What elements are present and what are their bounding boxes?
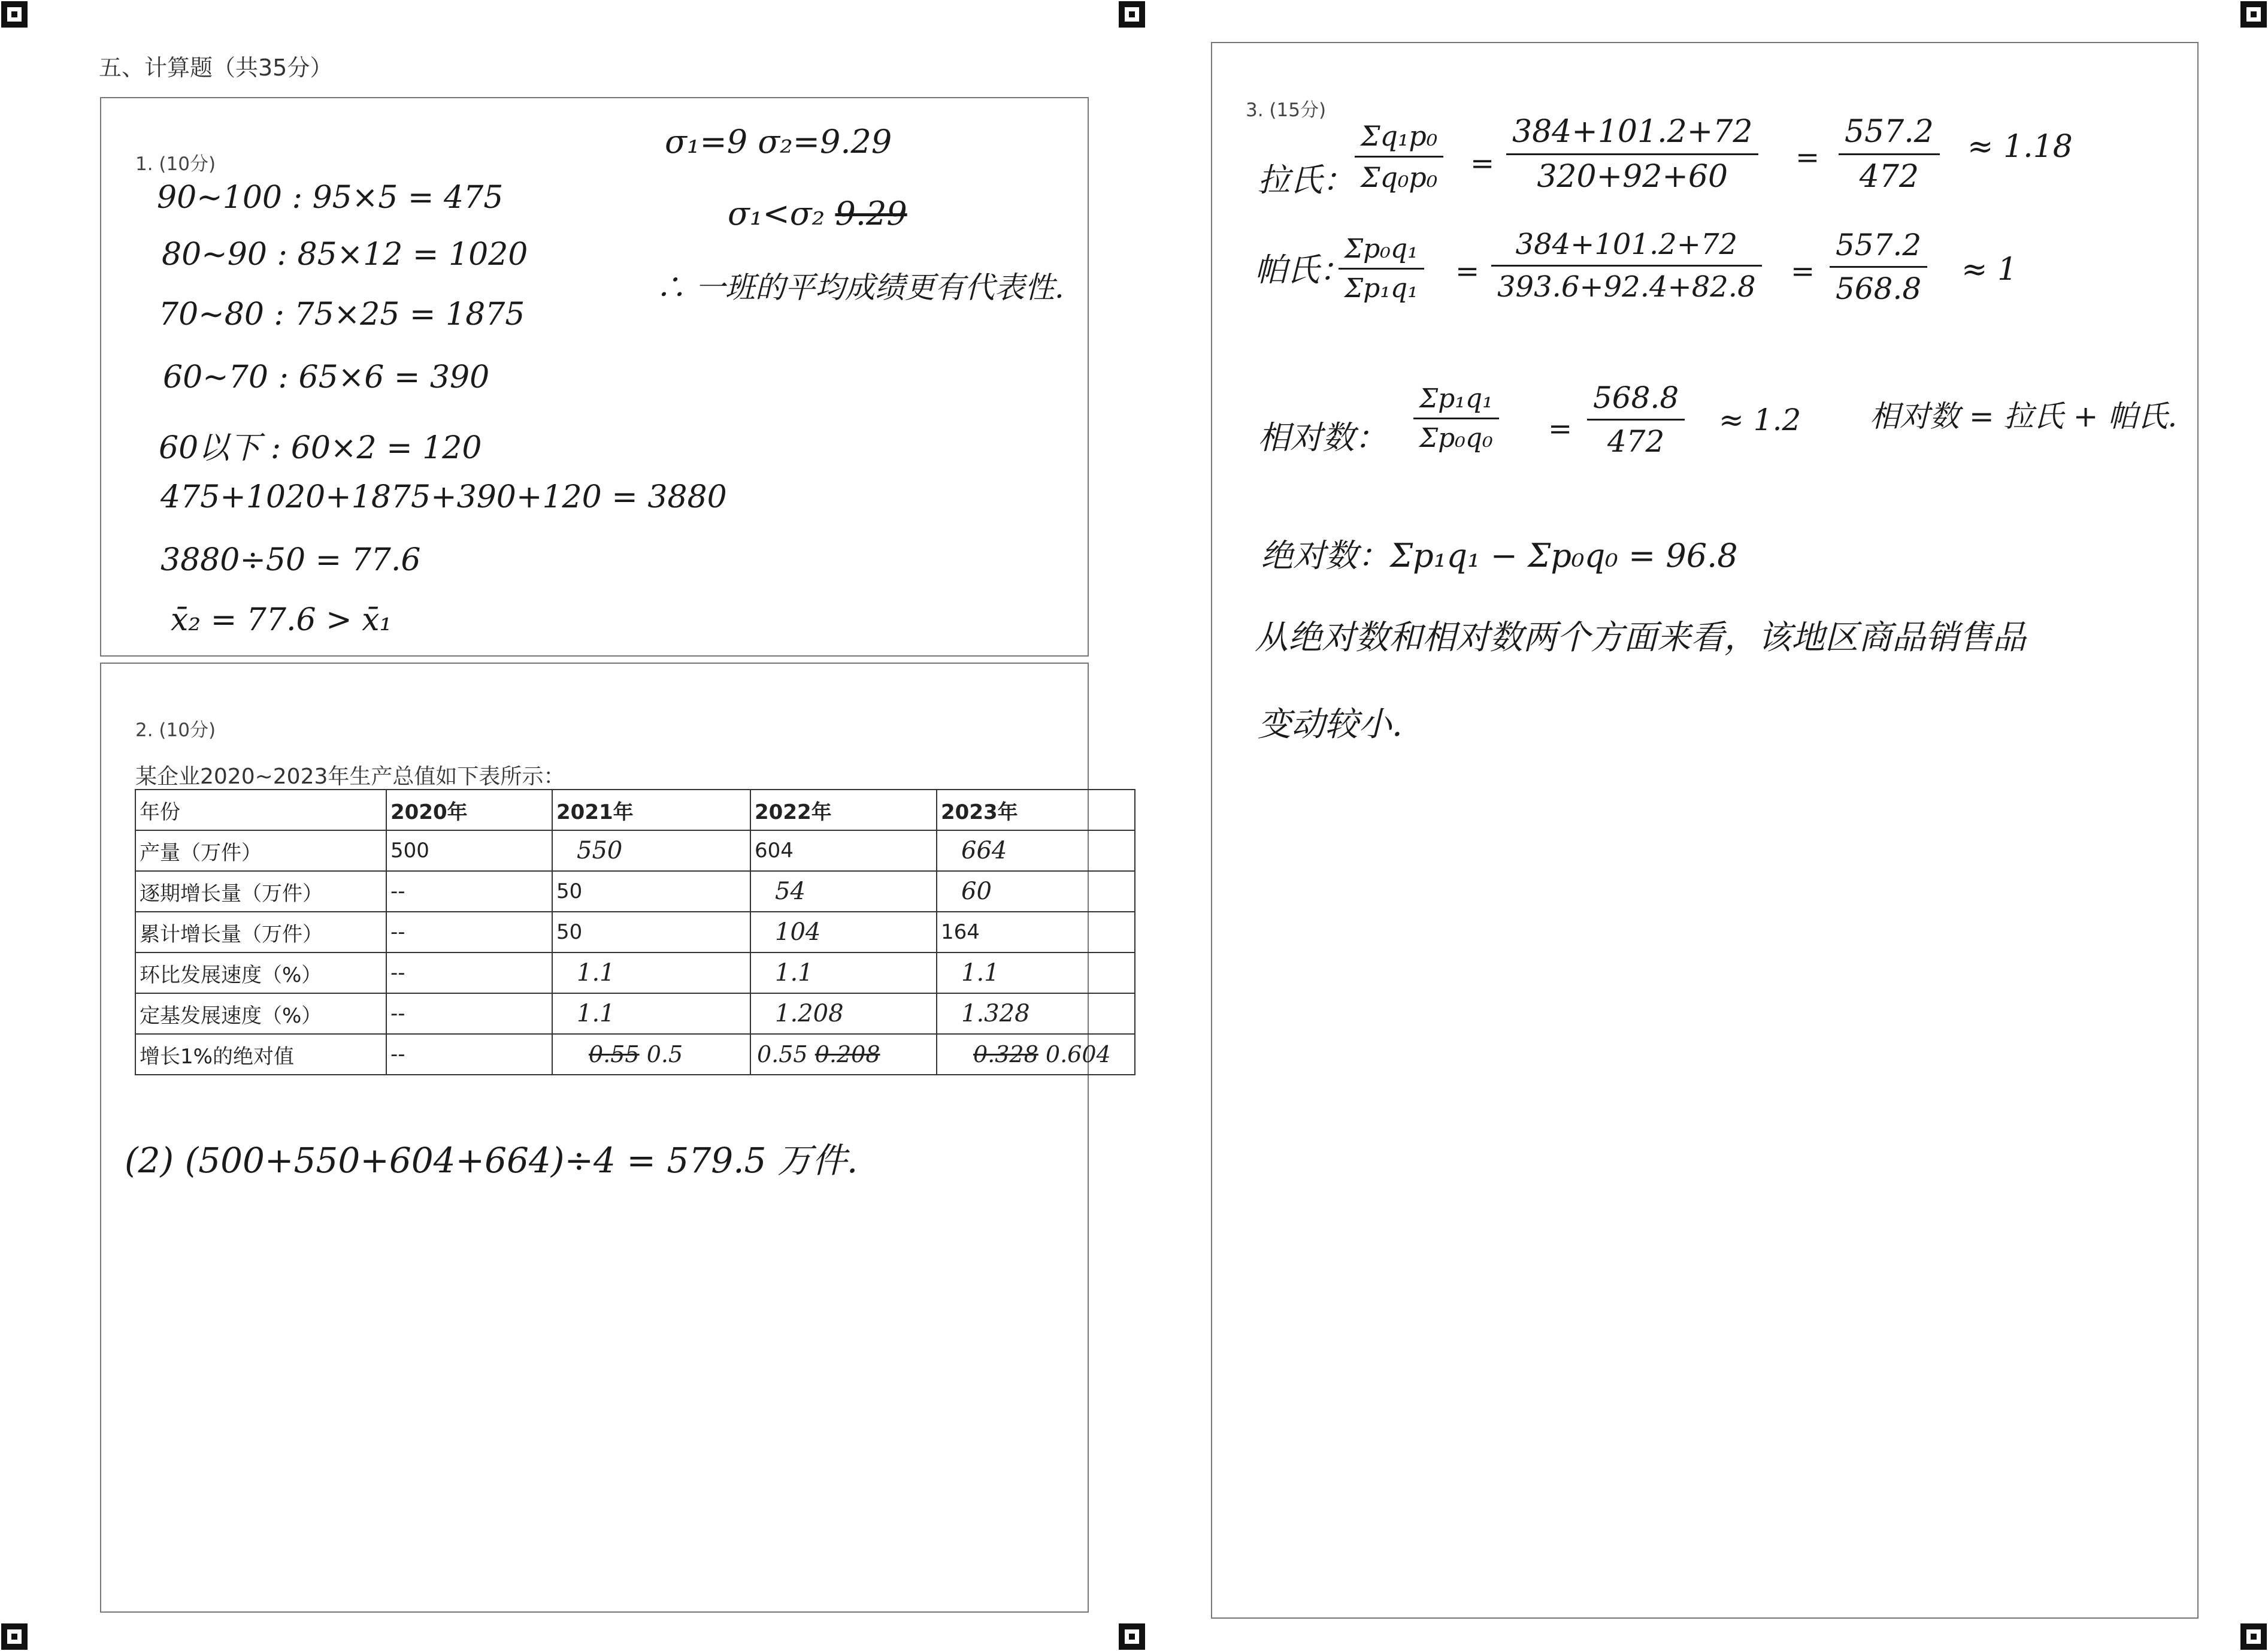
question-1-label: 1. (10分) <box>135 153 216 175</box>
registration-marker-top-right <box>2240 1 2267 28</box>
table-cell: -- <box>386 952 552 993</box>
fraction-numerator: 557.2 <box>1839 114 1940 155</box>
fraction-denominator: 472 <box>1859 159 1919 195</box>
table-cell: 104 <box>750 912 937 952</box>
struck-value: 0.208 <box>814 1041 880 1068</box>
q2-answer: (2) (500+550+604+664)÷4 = 579.5 万件. <box>125 1140 858 1181</box>
q3-equals: = <box>1455 255 1480 288</box>
q3-paasche-result: ≈ 1 <box>1961 252 2018 288</box>
table-row-label: 累计增长量（万件） <box>135 912 386 952</box>
registration-marker-top-left <box>1 1 28 28</box>
q1-line-7: 3880÷50 = 77.6 <box>161 542 421 578</box>
table-cell: 500 <box>386 830 552 871</box>
table-header-cell: 2021年 <box>552 790 750 830</box>
q1-conclusion: ∴ 一班的平均成绩更有代表性. <box>656 270 1064 305</box>
q3-laspeyres-fraction-2 <box>1506 114 1758 195</box>
table-row <box>135 993 1135 1034</box>
table-cell <box>552 1034 750 1075</box>
q3-paasche-fraction-3 <box>1830 228 1927 306</box>
table-cell: -- <box>386 1034 552 1075</box>
question-2-label: 2. (10分) <box>135 719 216 741</box>
struck-value: 0.55 <box>589 1041 640 1068</box>
table-cell: 54 <box>750 871 937 912</box>
q3-laspeyres-fraction-1 <box>1355 120 1443 193</box>
table-row-label: 定基发展速度（%） <box>135 993 386 1034</box>
question-3-label: 3. (15分) <box>1246 99 1327 121</box>
table-cell: 1.1 <box>552 993 750 1034</box>
table-header-cell: 2022年 <box>750 790 937 830</box>
table-row <box>135 830 1135 871</box>
registration-marker-top-center <box>1119 1 1145 28</box>
registration-marker-bottom-left <box>1 1623 28 1650</box>
section-title: 五、计算题（共35分） <box>99 55 333 81</box>
table-cell: -- <box>386 912 552 952</box>
q1-compare-struck: 9.29 <box>835 195 907 232</box>
table-header-cell: 2023年 <box>937 790 1135 830</box>
table-cell: 550 <box>552 830 750 871</box>
fraction-numerator: 384+101.2+72 <box>1491 228 1762 267</box>
q3-equals: = <box>1470 147 1495 180</box>
table-row <box>135 1034 1135 1075</box>
fraction-denominator: 568.8 <box>1836 271 1922 306</box>
registration-marker-bottom-center <box>1119 1623 1145 1650</box>
fraction-denominator: Σp₁q₁ <box>1345 273 1418 304</box>
table-cell: 1.1 <box>750 952 937 993</box>
q1-line-8: x̄₂ = 77.6 > x̄₁ <box>171 602 392 638</box>
fraction-denominator: Σp₀q₀ <box>1419 423 1493 453</box>
table-header-cell: 2020年 <box>386 790 552 830</box>
q3-paasche-prefix: 帕氏： <box>1255 251 1352 289</box>
question-2-intro: 某企业2020~2023年生产总值如下表所示： <box>135 764 565 789</box>
q1-line-1: 90~100 : 95×5 = 475 <box>157 180 504 216</box>
q1-line-6: 475+1020+1875+390+120 = 3880 <box>161 479 727 515</box>
q3-paasche-fraction-1 <box>1339 234 1424 304</box>
production-table <box>135 789 1135 1075</box>
registration-marker-bottom-right <box>2240 1623 2267 1650</box>
table-cell: 604 <box>750 830 937 871</box>
table-cell: 60 <box>937 871 1135 912</box>
fraction-denominator: 472 <box>1607 424 1665 459</box>
q3-laspeyres-fraction-3 <box>1839 114 1940 195</box>
table-row-label: 环比发展速度（%） <box>135 952 386 993</box>
fraction-numerator: 384+101.2+72 <box>1506 114 1758 155</box>
q3-conclusion-line-1: 从绝对数和相对数两个方面来看，该地区商品销售品 <box>1255 618 2026 657</box>
struck-value: 0.328 <box>973 1041 1038 1068</box>
table-cell: -- <box>386 871 552 912</box>
q1-line-3: 70~80 : 75×25 = 1875 <box>159 297 525 332</box>
q1-line-2: 80~90 : 85×12 = 1020 <box>162 237 528 273</box>
q3-equals: = <box>1791 255 1815 288</box>
q1-line-5: 60以下 : 60×2 = 120 <box>159 430 482 466</box>
fraction-numerator: Σp₀q₁ <box>1339 234 1424 270</box>
q3-paasche-fraction-2 <box>1491 228 1762 304</box>
table-cell: -- <box>386 993 552 1034</box>
fraction-numerator: 557.2 <box>1830 228 1927 268</box>
q1-compare-text: σ₁<σ₂ <box>728 195 825 232</box>
table-cell: 664 <box>937 830 1135 871</box>
cell-value: 0.604 <box>1045 1041 1111 1068</box>
q1-compare-line <box>728 195 907 232</box>
fraction-numerator: 568.8 <box>1587 380 1685 421</box>
table-row-label: 产量（万件） <box>135 830 386 871</box>
q3-relative-prefix: 相对数： <box>1258 419 1387 456</box>
table-row <box>135 871 1135 912</box>
table-row <box>135 912 1135 952</box>
table-cell: 1.1 <box>937 952 1135 993</box>
fraction-denominator: 320+92+60 <box>1537 159 1728 195</box>
q1-sigma-line: σ₁=9 σ₂=9.29 <box>665 123 892 161</box>
cell-value: 0.5 <box>646 1041 683 1068</box>
q3-laspeyres-result: ≈ 1.18 <box>1967 129 2073 165</box>
q3-relative-result: ≈ 1.2 <box>1719 403 1801 437</box>
table-row-label: 增长1%的绝对值 <box>135 1034 386 1075</box>
fraction-numerator: Σq₁p₀ <box>1355 120 1443 158</box>
table-cell: 164 <box>937 912 1135 952</box>
q3-absolute-line: 绝对数：Σp₁q₁ − Σp₀q₀ = 96.8 <box>1261 537 1738 574</box>
q3-relative-fraction-2 <box>1587 380 1685 459</box>
table-cell: 1.208 <box>750 993 937 1034</box>
fraction-numerator: Σp₁q₁ <box>1413 383 1499 419</box>
q3-relative-fraction-1 <box>1413 383 1499 453</box>
fraction-denominator: 393.6+92.4+82.8 <box>1497 270 1756 304</box>
table-header-cell: 年份 <box>135 790 386 830</box>
q1-line-4: 60~70 : 65×6 = 390 <box>163 359 490 395</box>
table-cell <box>750 1034 937 1075</box>
fraction-denominator: Σq₀p₀ <box>1361 161 1438 193</box>
table-cell: 1.328 <box>937 993 1135 1034</box>
table-row-label: 逐期增长量（万件） <box>135 871 386 912</box>
q3-laspeyres-prefix: 拉氏： <box>1258 161 1355 199</box>
table-row <box>135 952 1135 993</box>
table-cell: 50 <box>552 912 750 952</box>
table-cell: 1.1 <box>552 952 750 993</box>
cell-value: 0.55 <box>757 1041 808 1068</box>
q3-equals: = <box>1795 141 1820 174</box>
q3-equals: = <box>1548 412 1573 446</box>
q3-relative-note: 相对数 = 拉氏 + 帕氏. <box>1870 399 2178 434</box>
table-cell: 50 <box>552 871 750 912</box>
table-header-row <box>135 790 1135 830</box>
q3-conclusion-line-2: 变动较小. <box>1258 705 1403 744</box>
table-cell <box>937 1034 1135 1075</box>
